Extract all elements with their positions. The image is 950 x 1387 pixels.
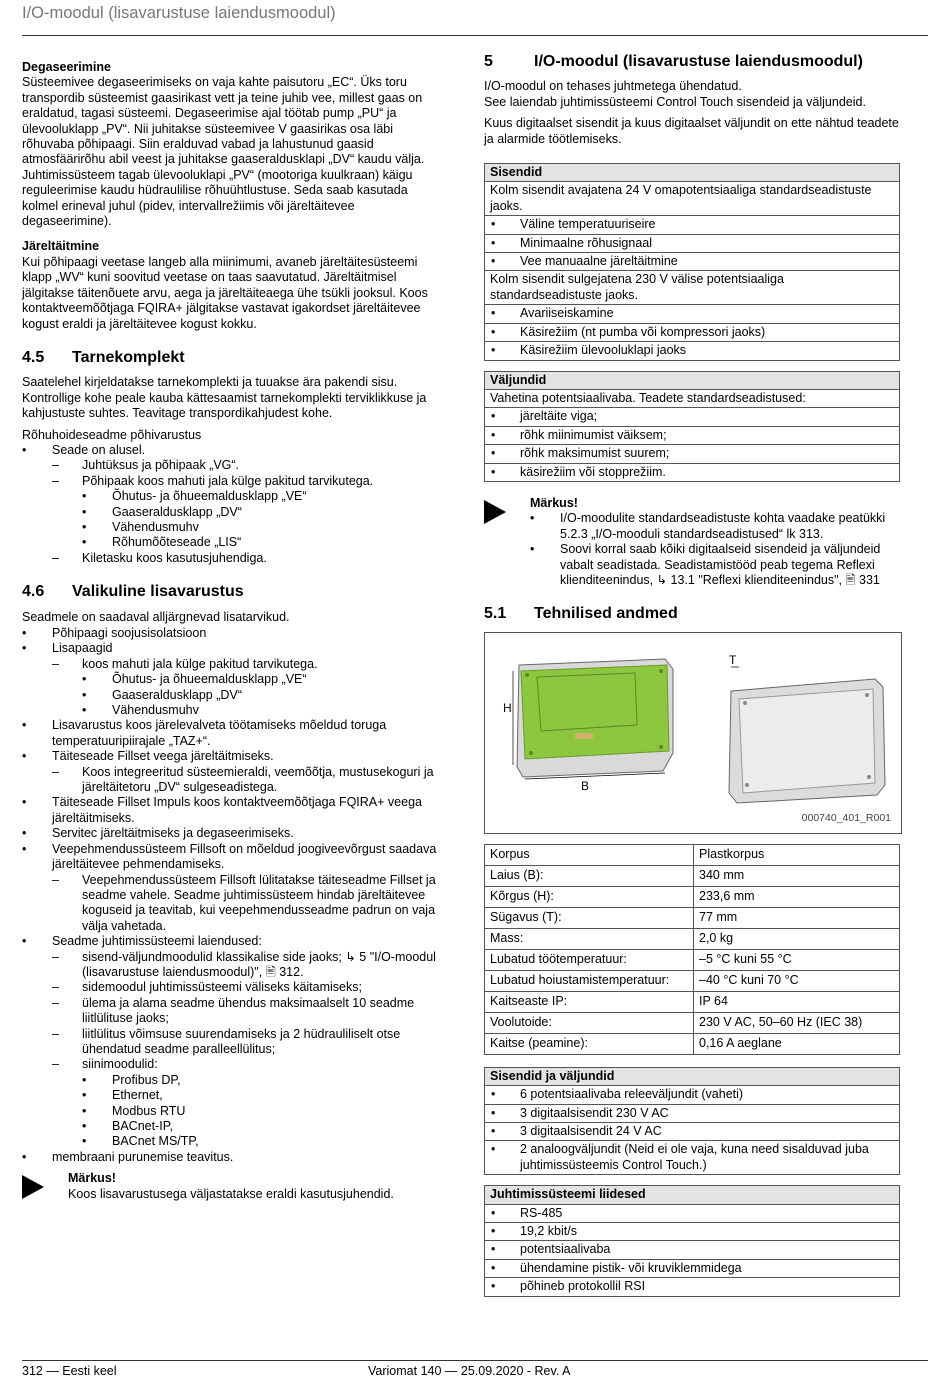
spec-label: Korpus (485, 844, 694, 865)
list-item: • Täiteseade Fillset veega järeltäitmiseks. – Koos integreeritud süsteemieraldi, veemõõtja, mustusekoguri ja järeltäitetoru „DV“ sulgeseadistega. (22, 749, 440, 795)
list-item: – liitlülitus võimsuse suurendamiseks ja 2 hüdrauliliselt otse ühendatud seadme paralleellülitus; (52, 1027, 440, 1058)
table-row (485, 991, 900, 1012)
section-heading-5-1 (484, 606, 902, 621)
io-table (484, 1067, 900, 1175)
list-item: • membraani purunemise teavitus. (22, 1150, 440, 1165)
table-cell: • Avariiseiskamine (485, 305, 900, 323)
spec-value: 230 V AC, 50–60 Hz (IEC 38) (694, 1012, 900, 1033)
list-item: • Gaaseraldusklapp „DV“ (82, 688, 440, 703)
list-item: – Kiletasku koos kasutusjuhendiga. (52, 551, 440, 566)
inputs-table (484, 163, 900, 360)
list-item: • Vähendusmuhv (82, 703, 440, 718)
table-row (485, 1012, 900, 1033)
section-title: Tarnekomplekt (72, 348, 185, 366)
spec-label: Lubatud hoiustamistemperatuur: (485, 970, 694, 991)
list-item: • Õhutus- ja õhueemaldusklapp „VE“ (82, 489, 440, 504)
list-item: – Koos integreeritud süsteemieraldi, veemõõtja, mustusekoguri ja järeltäitetoru „DV“ sulgeseadistega. (52, 765, 440, 796)
spec-value: 340 mm (694, 865, 900, 886)
section-number: 5 (484, 53, 493, 70)
table-cell: Kolm sisendit sulgejatena 230 V välise potentsiaaliga standardseadistuste jaoks. (485, 271, 900, 305)
delivery-subheading: Rõhuhoideseadme põhivarustus (22, 427, 202, 442)
table-cell: • Käsirežiim (nt pumba või kompressori jaoks) (485, 323, 900, 341)
table-cell: Kolm sisendit avajatena 24 V omapotentsiaaliga standardseadistuste jaoks. (485, 182, 900, 216)
spec-value: Plastkorpus (694, 844, 900, 865)
spec-value: 77 mm (694, 907, 900, 928)
table-cell: • RS-485 (485, 1204, 900, 1222)
table-cell: • Vee manuaalne järeltäitmine (485, 253, 900, 271)
list-item: • BACnet MS/TP, (82, 1134, 440, 1149)
spec-label: Sügavus (T): (485, 907, 694, 928)
section-title: Valikuline lisavarustus (72, 583, 244, 601)
table-cell: • 3 digitaalsisendit 24 V AC (485, 1123, 900, 1141)
spec-label: Kaitse (peamine): (485, 1033, 694, 1054)
section-heading-5 (484, 54, 902, 69)
table-cell: • 6 potentsiaalivaba releeväljundit (vaheti) (485, 1086, 900, 1104)
running-header: I/O-moodul (lisavarustuse laiendusmoodul) (22, 4, 336, 22)
table-cell: • Käsirežiim ülevooluklapi jaoks (485, 342, 900, 360)
list-item: • Profibus DP, (82, 1073, 440, 1088)
device-figure (484, 632, 902, 834)
list-item: • Vähendusmuhv (82, 520, 440, 535)
section-title: Tehnilised andmed (534, 605, 678, 623)
note-box (484, 496, 902, 588)
spec-value: –5 °C kuni 55 °C (694, 949, 900, 970)
interfaces-header: Juhtimissüsteemi liidesed (485, 1186, 900, 1204)
spec-label: Voolutoide: (485, 1012, 694, 1033)
list-item: • BACnet-IP, (82, 1119, 440, 1134)
list-item: • Seade on alusel. – Juhtüksus ja põhipaak „VG“. – Põhipaak koos mahuti jala külge pakitud tarvikutega. • Õhutus- ja õhueemaldusklapp „VE“ • Gaaseraldusklapp „DV“ • Vähendusmuhv • Rõhumõõteseade „LIS“ – Kiletasku koos kasutusjuhendiga. (22, 443, 440, 566)
list-item: – sidemoodul juhtimissüsteemi väliseks käitamiseks; (52, 980, 440, 995)
footer-divider (22, 1360, 928, 1361)
note-arrow-icon (484, 500, 506, 524)
list-item: • Ethernet, (82, 1088, 440, 1103)
list-item: • Põhipaagi soojusisolatsioon (22, 626, 440, 641)
spec-label: Kaitseaste IP: (485, 991, 694, 1012)
table-row (485, 949, 900, 970)
section-number: 4.6 (22, 583, 45, 601)
accessories-list (22, 626, 440, 1165)
accessories-intro: Seadmele on saadaval alljärgnevad lisatarvikud. (22, 609, 290, 624)
list-item: – siinimoodulid: • Profibus DP, • Ethernet, • Modbus RTU • BACnet-IP, • BACnet MS/TP, (52, 1057, 440, 1149)
table-row (485, 1033, 900, 1054)
io-intro-line-1: I/O-moodul on tehases juhtmetega ühendatud. (484, 79, 742, 94)
list-item: – ülema ja alama seadme ühendus maksimaalselt 10 seadme liitlülituse jaoks; (52, 996, 440, 1027)
note-list (530, 511, 902, 588)
right-column (484, 54, 902, 1307)
section-heading-4-5 (22, 350, 440, 365)
section-title: I/O-moodul (lisavarustuse laiendusmoodul) (534, 53, 863, 70)
outputs-header: Väljundid (485, 371, 900, 389)
table-cell: • rõhk miinimumist väiksem; (485, 426, 900, 444)
refill-heading: Järeltäitmine (22, 239, 100, 254)
list-item: • Seadme juhtimissüsteemi laiendused: – sisend-väljundmoodulid klassikalise side jaoks; ↳ 5 "I/O-moodul (lisavarustuse laiendusmoodul)", 🖹 312. – sidemoodul juhtimissüsteemi väliseks käitamiseks; – ülema ja alama seadme ühendus maksimaalselt 10 seadme liitlülituse jaoks; – liitlülitus võimsuse suurendamiseks ja 2 hüdrauliliselt otse ühendatud seadme paralleellülitus; – siinimoodulid: • Profibus DP, • Ethernet, • Modbus RTU • BACnet-IP, • BACnet MS/TP, (22, 934, 440, 1150)
page-number: 312 — Eesti keel (22, 1364, 117, 1378)
degas-paragraph: Süsteemivee degaseerimiseks on vaja kahte paisutoru „EC“. Üks toru transpordib süsteemist gaasirikast vett ja teine juhib vee, millest gaas on eraldatud, tagasi süsteemi. Degaseerimise ajal töötab pump „PU“ ja ülevooluklapp „PV“. Nii juhitakse süsteemivee V gaasirikas osa läbi rõhuvaba põhipaagi. Siin eralduvad vabad ja lahustunud gaasid atmosfäärirõhu abil veest ja juhitakse gaaseraldusklapi „DV“ kaudu välja. Juhtimissüsteem tagab ülevooluklapi „PV“ (mootoriga kuulkraan) käigu reguleerimise kaudu hüdraulilise rõhuühtlustuse. Seda saab kasutada kolmel erineval juhul (pidev, intervallrežiimis või järeltäitevee degaseerimine). (22, 75, 425, 229)
list-item: • Täiteseade Fillset Impuls koos kontaktveemõõtjaga FQIRA+ veega järeltäitmiseks. (22, 795, 440, 826)
degas-heading: Degaseerimine (22, 60, 111, 74)
table-cell: • 3 digitaalsisendit 230 V AC (485, 1104, 900, 1122)
section-heading-4-6 (22, 584, 440, 599)
figure-code: 000740_401_R001 (801, 811, 891, 824)
io-header: Sisendid ja väljundid (485, 1067, 900, 1085)
io-intro-paragraph: Kuus digitaalset sisendit ja kuus digitaalset väljundit on ette nähtud teadete ja alarmide töötlemiseks. (484, 116, 899, 146)
table-cell: • Väline temperatuuriseire (485, 216, 900, 234)
cross-reference-link[interactable]: • I/O-moodulite standardseadistuste kohta vaadake peatükki 5.2.3 „I/O-mooduli standardseadistused“ lk 313. (530, 511, 902, 542)
delivery-list (22, 443, 440, 566)
spec-value: –40 °C kuni 70 °C (694, 970, 900, 991)
list-item: – Põhipaak koos mahuti jala külge pakitud tarvikutega. • Õhutus- ja õhueemaldusklapp „VE“ • Gaaseraldusklapp „DV“ • Vähendusmuhv • Rõhumõõteseade „LIS“ (52, 474, 440, 551)
width-label: B (581, 778, 590, 793)
left-column (22, 60, 440, 1202)
specs-table (484, 844, 900, 1055)
note-title: Märkus! (530, 495, 578, 510)
list-item: • Õhutus- ja õhueemaldusklapp „VE“ (82, 672, 440, 687)
refill-paragraph: Kui põhipaagi veetase langeb alla miinimumi, avaneb järeltäitesüsteemi klapp „WV“ kuni soovitud veetase on taas saavutatud. Järeltäitmisel jälgitakse täitenõuete arvu, aega ja järeltäiteaega ühe tsükli jooksul. Koos kontaktveemõõtjaga FQIRA+ jälgitakse vastavat igakordset järeltäitevee kogust eraldi ja järeltäitevee kogust kokku. (22, 254, 428, 331)
table-cell: • ühendamine pistik- või kruviklemmidega (485, 1259, 900, 1277)
table-cell: • Minimaalne rõhusignaal (485, 234, 900, 252)
device-illustration (485, 633, 901, 833)
spec-value: 0,16 A aeglane (694, 1033, 900, 1054)
cross-reference-link[interactable]: • Soovi korral saab kõiki digitaalseid sisendeid ja väljundeid vabalt seadistada. Seadistamistööd peab tegema Reflexi klienditeenindus, ↳ 13.1 "Reflexi klienditeenindus", 🖹 331 (530, 542, 902, 588)
outputs-table (484, 371, 900, 482)
table-row (485, 907, 900, 928)
spec-value: 2,0 kg (694, 928, 900, 949)
note-title: Märkus! (68, 1171, 116, 1186)
cross-reference-link[interactable]: – sisend-väljundmoodulid klassikalise side jaoks; ↳ 5 "I/O-moodul (lisavarustuse laiendusmoodul)", 🖹 312. (52, 950, 440, 981)
spec-label: Mass: (485, 928, 694, 949)
table-cell: • rõhk maksimumist suurem; (485, 445, 900, 463)
height-label: H (503, 700, 512, 715)
spec-label: Lubatud töötemperatuur: (485, 949, 694, 970)
list-item: • Modbus RTU (82, 1104, 440, 1119)
list-item: • Lisavarustus koos järelevalveta töötamiseks mõeldud toruga temperatuuripiirajale „TAZ+“. (22, 718, 440, 749)
depth-label: T (729, 652, 737, 667)
table-row (485, 886, 900, 907)
list-item: – koos mahuti jala külge pakitud tarvikutega. • Õhutus- ja õhueemaldusklapp „VE“ • Gaaseraldusklapp „DV“ • Vähendusmuhv (52, 657, 440, 719)
section-number: 4.5 (22, 348, 45, 366)
spec-value: IP 64 (694, 991, 900, 1012)
table-cell: • potentsiaalivaba (485, 1241, 900, 1259)
note-text: Koos lisavarustusega väljastatakse eraldi kasutusjuhendid. (68, 1186, 394, 1201)
list-item: • Lisapaagid – koos mahuti jala külge pakitud tarvikutega. • Õhutus- ja õhueemaldusklapp „VE“ • Gaaseraldusklapp „DV“ • Vähendusmuhv (22, 641, 440, 718)
table-cell: • järeltäite viga; (485, 408, 900, 426)
table-cell: • 19,2 kbit/s (485, 1223, 900, 1241)
spec-value: 233,6 mm (694, 886, 900, 907)
spec-label: Laius (B): (485, 865, 694, 886)
table-row (485, 970, 900, 991)
list-item: – Juhtüksus ja põhipaak „VG“. (52, 458, 440, 473)
note-box (22, 1171, 440, 1202)
table-cell: • 2 analoogväljundit (Neid ei ole vaja, kuna need sisalduvad juba juhtimissüsteemis Control Touch.) (485, 1141, 900, 1175)
table-row (485, 928, 900, 949)
list-item: • Servitec järeltäitmiseks ja degaseerimiseks. (22, 826, 440, 841)
table-cell: • käsirežiim või stopprežiim. (485, 463, 900, 481)
section-number: 5.1 (484, 605, 507, 623)
list-item: – Veepehmendussüsteem Fillsoft lülitatakse täiteseadme Fillset ja seadme vahele. Seadme juhtimissüsteem hindab järeltäitevee koguseid ja teavitab, kui veepehmendusseadme padrun on vaja välja vahetada. (52, 873, 440, 935)
table-row (485, 865, 900, 886)
document-info: Variomat 140 — 25.09.2020 - Rev. A (368, 1364, 571, 1378)
table-cell: Vahetina potentsiaalivaba. Teadete standardseadistused: (485, 389, 900, 407)
list-item: • Gaaseraldusklapp „DV“ (82, 505, 440, 520)
list-item: • Veepehmendussüsteem Fillsoft on mõeldud joogiveevõrgust saadava järeltäitevee pehmendamiseks. – Veepehmendussüsteem Fillsoft lülitatakse täiteseadme Fillset ja seadme vahele. Seadme juhtimissüsteem hindab järeltäitevee koguseid ja teavitab, kui veepehmendusseadme padrun on vaja välja vahetada. (22, 842, 440, 934)
table-row (485, 844, 900, 865)
io-intro-line-2: See laiendab juhtimissüsteemi Control Touch sisendeid ja väljundeid. (484, 94, 866, 109)
spec-label: Kõrgus (H): (485, 886, 694, 907)
interfaces-table (484, 1185, 900, 1296)
note-arrow-icon (22, 1175, 44, 1199)
inputs-header: Sisendid (485, 164, 900, 182)
table-cell: • põhineb protokollil RSI (485, 1278, 900, 1296)
delivery-paragraph: Saatelehel kirjeldatakse tarnekomplekti ja tuuakse ära pakendi sisu. Kontrollige kohe peale kauba kättesaamist tarnekomplekti terviklikkuse ja kahjustuste suhtes. Teavitage transpordikahjudest kohe. (22, 375, 427, 421)
list-item: • Rõhumõõteseade „LIS“ (82, 535, 440, 550)
header-divider (22, 35, 928, 36)
